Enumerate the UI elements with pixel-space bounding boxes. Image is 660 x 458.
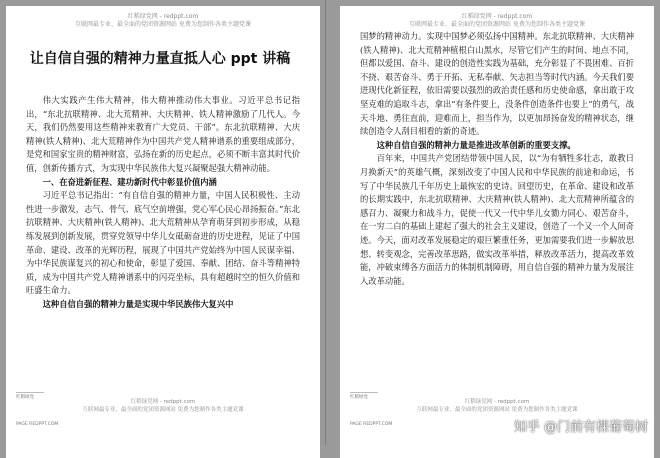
document-page-left: [6, 6, 320, 458]
page-header: [340, 13, 654, 29]
paragraph: 习近平总书记指出：“有自信自强的精神力量，中国人民积极性、主动性进一步激发，志气、骨气、底气空前增强，党心军心民心昂扬振奋。”东北抗联精神、大庆精神(铁人精神)、北大荒精神从孕育萌芽到初步形成，从稳练发展到创新发展，贯穿党领导中华儿女砥砺奋进的历史进程，见证了中国革命、建设、改革的光辉历程，展现了中国共产党始终为中国人民谋幸福、为中华民族谋复兴的初心和使命，彰显了爱国、奉献、团结、奋斗等精神特质，成为中国共产党人精神谱系中的闪亮坐标，具有超越时空的恒久价值和旺盛生命力。: [26, 190, 300, 296]
document-title: 让自信自强的精神力量直抵人心 ppt 讲稿: [29, 51, 291, 67]
watermark: 知乎 @门前有棵葡萄树: [513, 420, 648, 435]
paragraph: 国梦的精神动力。实现中国梦必须弘扬中国精神。东北抗联精神、大庆精神(铁人精神)、北大荒精神植根白山黑水，尽管它们产生的时间、地点不同，但都以爱国、奋斗、建设的创造性实践为基础，充分彰显了不畏困难、百折不挠、艰苦奋斗、勇于开拓、无私奉献、矢志担当等时代内涵。今天我们要进现代化新征程，依旧需要以强烈的政治责任感和历史使命感，拿出敢于攻坚克难的追取斗志，拿出“有条件要上，没条件创造条件也要上”的勇气，战天斗地、勇往直前，迎难而上，担当作为，以更加昂扬奋发的精神状态，继续创造令人刮目相看的新的奇迹。: [360, 31, 634, 137]
section-heading: 一、在奋进新征程、建功新时代中彰显价值内涵: [42, 176, 217, 187]
section-heading: 这种自信自强的精神力量是实现中华民族伟大复兴中: [42, 298, 234, 309]
footer-tag: PAGE REDPPT.COM: [16, 422, 59, 427]
page-footer: [16, 395, 310, 427]
page-body: [26, 50, 300, 312]
page-footer: [350, 395, 644, 427]
page-separator: [325, 0, 326, 445]
document-page-right: [340, 6, 654, 458]
footer-logo: 红稻绿党: [350, 392, 378, 403]
header-slogan: 互联网最专业、最全面的党团资源网站 免费为您制作各类主题党课: [409, 21, 585, 28]
page-body: [360, 30, 634, 288]
footer-tag: PAGE REDPPT.COM: [350, 422, 393, 427]
header-site-name: 红稻绿党网 - redppt.com: [127, 13, 199, 20]
footer-site-name: 红稻绿党网 - redppt.com: [130, 399, 196, 405]
paragraph: 百年来，中国共产党团结带领中国人民，以“为有牺牲多壮志，敢教日月换新天”的英雄气概，深刻改变了中国人民和中华民族的前途和命运，书写了中华民族几千年历史上最恢宏的史诗。回望历史，在革命、建设和改革的长期实践中，东北抗联精神、大庆精神(铁人精神)、北大荒精神所蕴含的感召力、凝聚力和战斗力，促使一代又一代中华儿女勠力同心、艰苦奋斗，在一穷二白的基础上建起了强大的社会主义建设，创造了一个又一个人间奇迹。今天，面对改革发展稳定的艰巨繁重任务，更加需要我们进一步解放思想、转变观念，完善改革思路，做实改革举措，释放改革活力，提高改革效能，冲破束缚各方面活力的体制机制障碍，用自信自强的精神力量为发展注入改革动能。: [360, 153, 634, 286]
header-site-name: 红稻绿党网 - redppt.com: [461, 13, 533, 20]
footer-site-name: 红稻绿党网 - redppt.com: [464, 399, 530, 405]
footer-slogan: 互联网最专业、最全面的党团资源网站 免费为您制作各类主题党课: [82, 407, 244, 413]
header-slogan: 互联网最专业、最全面的党团资源网站 免费为您制作各类主题党课: [75, 21, 251, 28]
footer-logo: 红稻绿党: [16, 392, 44, 403]
page-header: [6, 13, 320, 29]
section-heading: 这种自信自强的精神力量是推进改革创新的重要支撑。: [376, 139, 576, 150]
footer-slogan: 互联网最专业、最全面的党团资源网站 免费为您制作各类主题党课: [416, 407, 578, 413]
paragraph: 伟大实践产生伟大精神，伟大精神推动伟大事业。习近平总书记指出，“东北抗联精神、北大荒精神、大庆精神、铁人精神激励了几代人。今天，我们仍然要用这些精神来教育广大党员、干部”。东北抗联精神、大庆精神(铁人精神)、北大荒精神作为中国共产党人精神谱系的重要组成部分，是党和国家宝贵的精神财富，弘扬在新的历史起点，必须不断丰富其时代价值，创新传播方式，为实现中华民族伟大复兴凝聚起强大精神动能。: [26, 95, 300, 173]
